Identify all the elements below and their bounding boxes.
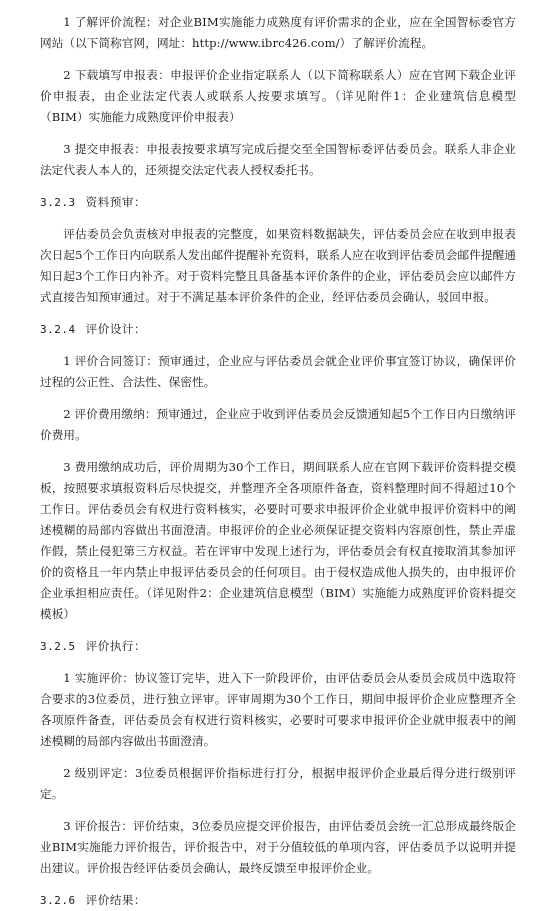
paragraph-submit-form: 3 提交申报表：申报表按要求填写完成后提交至全国智标委评估委员会。联系人非企业法定代表人本人的，还须提交法定代表人授权委托书。 xyxy=(40,142,516,177)
paragraph-implement-evaluation: 1 实施评价：协议签订完毕，进入下一阶段评价，由评估委员会从委员会成员中选取符合要求的3位委员，进行独立评审。评审周期为30个工作日，期间申报评价企业应整理齐全各项原件备查，评估委员会有权进行资料核实，必要时可要求申报评价企业就申报表中的阐述模糊的局部内容做出书面澄清。 xyxy=(40,671,516,748)
section-number: 3.2.6 xyxy=(40,894,76,907)
paragraph-evaluation-report: 3 评价报告：评价结束，3位委员应提交评价报告，由评估委员会统一汇总形成最终版企业BIM实施能力评价报告，评价报告中，对于分值较低的单项内容，评估委员予以说明并提出建议。评价报告经评估委员会确认，最终反馈至申报评价企业。 xyxy=(40,819,516,875)
section-title: 资料预审： xyxy=(85,195,147,209)
section-title: 评价设计： xyxy=(85,322,147,336)
paragraph-download-form: 2 下载填写申报表：申报评价企业指定联系人（以下简称联系人）应在官网下载企业评价申报表，由企业法定代表人或联系人按要求填写。（详见附件1：企业建筑信息模型（BIM）实施能力成熟度评价申报表） xyxy=(40,68,516,124)
section-number: 3.2.4 xyxy=(40,323,76,336)
section-heading-3-2-4 xyxy=(40,319,516,340)
section-title: 评价执行： xyxy=(85,639,147,653)
section-title: 评价结果： xyxy=(85,893,147,907)
section-heading-3-2-3 xyxy=(40,192,516,213)
section-number: 3.2.3 xyxy=(40,196,76,209)
paragraph-fee-payment: 2 评价费用缴纳：预审通过，企业应于收到评估委员会反馈通知起5个工作日内日缴纳评价费用。 xyxy=(40,407,516,442)
section-number: 3.2.5 xyxy=(40,640,76,653)
paragraph-evaluation-period: 3 费用缴纳成功后，评价周期为30个工作日，期间联系人应在官网下载评价资料提交模板，按照要求填报资料后尽快提交，并整理齐全各项原件备查，资料整理时间不得超过10个工作日。评估委员会有权进行资料核实，必要时可要求申报评价企业就申报评价资料中的阐述模糊的局部内容做出书面澄清。申报评价的企业必须保证提交资料内容原创性，禁止弄虚作假，禁止侵犯第三方权益。若在评审中发现上述行为，评估委员会有权直接取消其参加评价的资格且一年内禁止申报评估委员会的任何项目。由于侵权造成他人损失的，由申报评价企业承担相应责任。（详见附件2：企业建筑信息模型（BIM）实施能力成熟度评价资料提交模板） xyxy=(40,460,516,621)
paragraph-pre-review: 评估委员会负责核对申报表的完整度，如果资料数据缺失，评估委员会应在收到申报表次日起5个工作日内向联系人发出邮件提醒补充资料，联系人应在收到评估委员会邮件提醒通知日起3个工作日内补齐。对于资料完整且具备基本评价条件的企业，评估委员会应以邮件方式直接告知预审通过。对于不满足基本评价条件的企业，经评估委员会确认，驳回申报。 xyxy=(40,227,516,304)
section-heading-3-2-6 xyxy=(40,890,516,911)
paragraph-level-rating: 2 级别评定：3位委员根据评价指标进行打分，根据申报评价企业最后得分进行级别评定。 xyxy=(40,766,516,801)
paragraph-evaluation-process: 1 了解评价流程：对企业BIM实施能力成熟度有评价需求的企业，应在全国智标委官方网站（以下简称官网，网址：http://www.ibrc426.com/）了解评价流程。 xyxy=(40,15,516,50)
section-heading-3-2-5 xyxy=(40,636,516,657)
paragraph-contract: 1 评价合同签订：预审通过，企业应与评估委员会就企业评价事宜签订协议，确保评价过程的公正性、合法性、保密性。 xyxy=(40,354,516,389)
